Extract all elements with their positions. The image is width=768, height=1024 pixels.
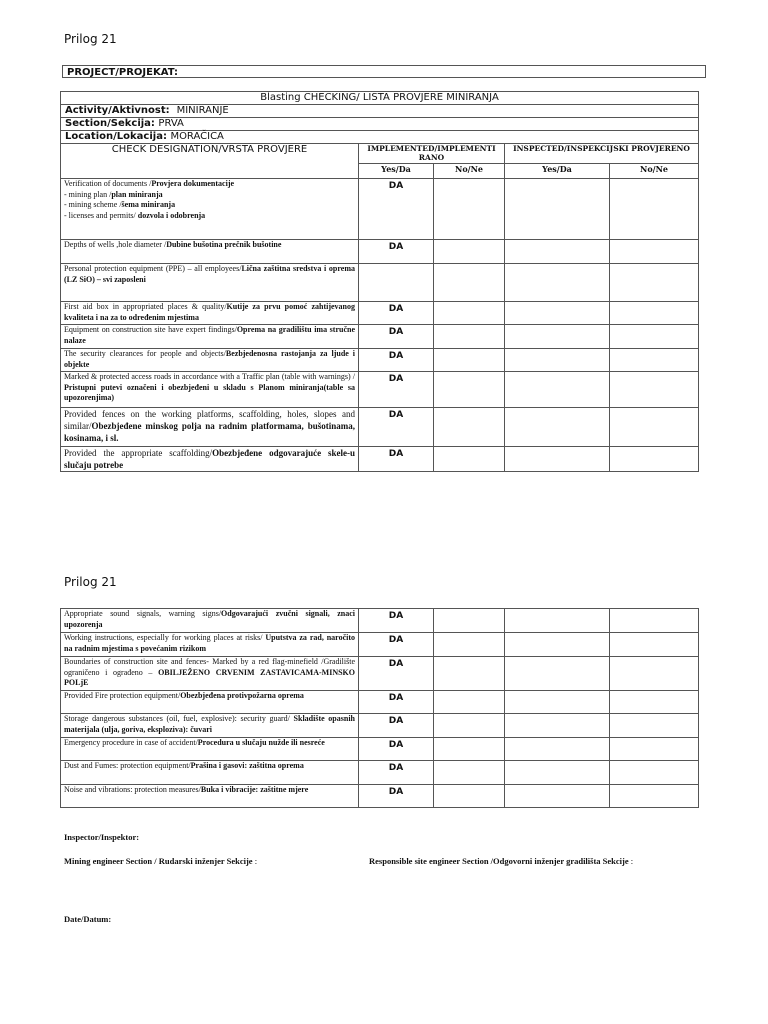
- rows2-row: [61, 738, 699, 761]
- inspected-yes-cell[interactable]: [505, 302, 610, 325]
- implemented-yes-cell[interactable]: DA: [359, 738, 434, 761]
- description-text: Appropriate sound signals, warning signs/: [64, 609, 222, 618]
- section-value: PRVA: [158, 118, 184, 129]
- description-text: Dust and Fumes: protection equipment/: [64, 761, 191, 770]
- check-description: [61, 447, 359, 472]
- inspected-yes-cell[interactable]: [505, 761, 610, 785]
- implemented-no-cell[interactable]: [434, 609, 505, 633]
- check-description: [61, 657, 359, 691]
- inspected-yes-cell[interactable]: [505, 609, 610, 633]
- inspected-no-cell[interactable]: [610, 240, 699, 264]
- activity-row: [61, 105, 699, 118]
- inspected-yes-cell[interactable]: [505, 785, 610, 808]
- check-description: [61, 349, 359, 372]
- inspected-no-cell[interactable]: [610, 447, 699, 472]
- location-row: [61, 131, 699, 144]
- inspected-no-cell[interactable]: [610, 714, 699, 738]
- implemented-no-cell[interactable]: [434, 447, 505, 472]
- implemented-no-cell[interactable]: [434, 179, 505, 240]
- description-text: Noise and vibrations: protection measures/: [64, 785, 201, 794]
- description-text: Equipment on construction site have expert findings/: [64, 325, 237, 334]
- description-text: Verification of documents /: [64, 179, 152, 188]
- description-bold: Buka i vibracije: zaštitne mjere: [200, 785, 309, 794]
- description-text: Emergency procedure in case of accident/: [64, 738, 198, 747]
- check-description: [61, 264, 359, 302]
- implemented-yes-cell[interactable]: DA: [359, 349, 434, 372]
- description-text: Depths of wells ,hole diameter /: [64, 240, 167, 249]
- implemented-no-cell[interactable]: [434, 785, 505, 808]
- inspected-yes-cell[interactable]: [505, 179, 610, 240]
- inspected-yes-cell[interactable]: [505, 691, 610, 714]
- inspected-yes-cell[interactable]: [505, 408, 610, 447]
- rows2-row: [61, 633, 699, 657]
- description-bold: Lična zaštitna sredstva i oprema (LZ SiO) – svi zaposleni: [64, 264, 356, 284]
- inspected-no-cell[interactable]: [610, 349, 699, 372]
- implemented-yes-cell[interactable]: DA: [359, 302, 434, 325]
- description-bold: Dubine bušotina prečnik bušotine: [166, 240, 282, 249]
- check-description: [61, 302, 359, 325]
- check-description: [61, 738, 359, 761]
- description-text: First aid box in appropriated places & quality/: [64, 302, 227, 311]
- implemented-no-cell[interactable]: [434, 349, 505, 372]
- implemented-yes-cell[interactable]: DA: [359, 657, 434, 691]
- mining-engineer-label: Mining engineer Section / Rudarski inženjer Sekcije :: [64, 856, 258, 866]
- implemented-yes-cell[interactable]: DA: [359, 408, 434, 447]
- col-impl-yes: Yes/Da: [359, 164, 434, 179]
- implemented-no-cell[interactable]: [434, 657, 505, 691]
- section-row: [61, 118, 699, 131]
- prilog-label: Prilog 21: [64, 32, 117, 46]
- description-bold: Uputstva za rad, naročito na radnim mjestima s povećanim rizikom: [64, 633, 356, 653]
- description-text: Provided the appropriate scaffolding/: [64, 448, 213, 458]
- rows1-row: [61, 264, 699, 302]
- blasting-check-table-2: [60, 608, 699, 808]
- project-field: PROJECT/PROJEKAT:: [62, 65, 706, 78]
- description-bold: OBILJEŽENO CRVENIM ZASTAVICAMA-MINSKO POLjE: [64, 667, 355, 687]
- implemented-yes-cell[interactable]: DA: [359, 761, 434, 785]
- check-description: [61, 691, 359, 714]
- inspected-no-cell[interactable]: [610, 657, 699, 691]
- description-subitem-bold: dozvola i odobrenja: [137, 210, 206, 220]
- description-bold: Pristupni putevi označeni i obezbjeđeni u skladu s Planom miniranja(table sa upozorenjima): [64, 382, 355, 402]
- description-bold: Kutije za prvu pomoć zahtijevanog kvaliteta i na za to određenim mjestima: [64, 302, 355, 322]
- implemented-yes-cell[interactable]: DA: [359, 714, 434, 738]
- inspected-yes-cell[interactable]: [505, 240, 610, 264]
- implemented-no-cell[interactable]: [434, 325, 505, 349]
- check-description: [61, 761, 359, 785]
- implemented-no-cell[interactable]: [434, 738, 505, 761]
- description-text: Working instructions, especially for working places at risks/: [64, 633, 266, 642]
- rows1-row: [61, 302, 699, 325]
- check-description: [61, 714, 359, 738]
- description-subitem: - licenses and permits/: [64, 210, 138, 220]
- inspected-no-cell[interactable]: [610, 633, 699, 657]
- inspected-yes-cell[interactable]: [505, 633, 610, 657]
- check-description: [61, 240, 359, 264]
- inspected-yes-cell[interactable]: [505, 447, 610, 472]
- inspected-no-cell[interactable]: [610, 179, 699, 240]
- implemented-yes-cell[interactable]: DA: [359, 785, 434, 808]
- implemented-yes-cell[interactable]: DA: [359, 179, 434, 240]
- description-subitem: - mining scheme /: [64, 200, 122, 209]
- description-text: Personal protection equipment (PPE) – all employees/: [64, 264, 242, 273]
- inspector-label: Inspector/Inspektor:: [64, 832, 140, 842]
- implemented-no-cell[interactable]: [434, 714, 505, 738]
- implemented-no-cell[interactable]: [434, 372, 505, 408]
- check-description: [61, 609, 359, 633]
- inspected-yes-cell[interactable]: [505, 349, 610, 372]
- col-impl-no: No/Ne: [434, 164, 505, 179]
- implemented-yes-cell[interactable]: DA: [359, 609, 434, 633]
- rows1-row: [61, 240, 699, 264]
- col-inspected: INSPECTED/INSPEKCIJSKI PROVJERENO: [505, 144, 699, 164]
- description-text: Storage dangerous substances (oil, fuel, explosive): security guard/: [64, 714, 294, 723]
- activity-value: MINIRANJE: [176, 105, 229, 116]
- inspected-no-cell[interactable]: [610, 785, 699, 808]
- description-subitem: - mining plan /: [64, 189, 112, 199]
- description-bold: Obezbjeđene minskog polja na radnim platformama, bušotinama, kosinama, i sl.: [64, 421, 355, 443]
- description-bold: Procedura u slučaju nužde ili nesreće: [197, 738, 325, 747]
- implemented-no-cell[interactable]: [434, 240, 505, 264]
- inspected-no-cell[interactable]: [610, 264, 699, 302]
- inspected-yes-cell[interactable]: [505, 264, 610, 302]
- description-text: Provided Fire protection equipment/: [64, 691, 181, 700]
- implemented-yes-cell[interactable]: DA: [359, 325, 434, 349]
- description-subitem-bold: šema miniranja: [121, 200, 176, 209]
- rows1-row: [61, 349, 699, 372]
- rows1-row: [61, 179, 699, 240]
- check-description: [61, 325, 359, 349]
- implemented-yes-cell[interactable]: DA: [359, 691, 434, 714]
- prilog-label-2: Prilog 21: [64, 575, 117, 589]
- implemented-yes-cell[interactable]: DA: [359, 447, 434, 472]
- blasting-check-table: [60, 91, 699, 472]
- description-bold: Bezbjedenosna rastojanja za ljude i objekte: [64, 349, 356, 369]
- description-text: Provided fences on the working platforms, scaffolding, holes, slopes and similar/: [64, 409, 355, 431]
- inspected-no-cell[interactable]: [610, 691, 699, 714]
- location-value: MORAČICA: [170, 131, 224, 142]
- col-check-designation: CHECK DESIGNATION/VRSTA PROVJERE: [61, 144, 359, 179]
- date-label: Date/Datum:: [64, 914, 112, 924]
- implemented-no-cell[interactable]: [434, 691, 505, 714]
- implemented-no-cell[interactable]: [434, 302, 505, 325]
- inspected-no-cell[interactable]: [610, 325, 699, 349]
- col-implemented: IMPLEMENTED/IMPLEMENTI RANO: [359, 144, 505, 164]
- col-insp-no: No/Ne: [610, 164, 699, 179]
- description-text: Boundaries of construction site and fences- Marked by a red flag-minefield /Gradilište ograničeno i ograđeno –: [64, 657, 355, 677]
- rows1-row: [61, 447, 699, 472]
- inspected-yes-cell[interactable]: [505, 738, 610, 761]
- description-bold: Odgovarajući zvučni signali, znaci upozorenja: [64, 609, 356, 629]
- rows2-row: [61, 657, 699, 691]
- check-description: [61, 179, 359, 240]
- rows2-row: [61, 785, 699, 808]
- rows1-row: [61, 408, 699, 447]
- inspected-no-cell[interactable]: [610, 408, 699, 447]
- section-label: Section/Sekcija:: [65, 118, 155, 129]
- description-text: Marked & protected access roads in accordance with a Traffic plan (table with warnings) /: [64, 372, 355, 381]
- implemented-yes-cell[interactable]: [359, 264, 434, 302]
- responsible-engineer-label: Responsible site engineer Section /Odgovorni inženjer gradilišta Sekcije :: [369, 856, 634, 866]
- check-description: [61, 785, 359, 808]
- description-bold: Obezbjeđena protivpožarna oprema: [180, 691, 304, 700]
- inspected-no-cell[interactable]: [610, 372, 699, 408]
- rows1-row: [61, 325, 699, 349]
- inspected-yes-cell[interactable]: [505, 714, 610, 738]
- inspected-no-cell[interactable]: [610, 302, 699, 325]
- inspected-yes-cell[interactable]: [505, 325, 610, 349]
- implemented-yes-cell[interactable]: DA: [359, 633, 434, 657]
- activity-label: Activity/Aktivnost:: [65, 105, 170, 116]
- description-bold: Prašina i gasovi: zaštitna oprema: [190, 761, 304, 770]
- description-bold: Oprema na gradilištu ima stručne nalaze: [64, 325, 356, 345]
- implemented-no-cell[interactable]: [434, 761, 505, 785]
- description-text: The security clearances for people and objects/: [64, 349, 226, 358]
- inspected-no-cell[interactable]: [610, 738, 699, 761]
- implemented-no-cell[interactable]: [434, 408, 505, 447]
- description-bold: Provjera dokumentacije: [151, 179, 235, 188]
- inspected-yes-cell[interactable]: [505, 657, 610, 691]
- implemented-yes-cell[interactable]: DA: [359, 240, 434, 264]
- implemented-yes-cell[interactable]: DA: [359, 372, 434, 408]
- implemented-no-cell[interactable]: [434, 264, 505, 302]
- inspected-no-cell[interactable]: [610, 761, 699, 785]
- rows2-row: [61, 761, 699, 785]
- description-bold: Obezbjeđene odgovarajuće skele-u slučaju potrebe: [64, 448, 356, 470]
- description-subitem-bold: plan miniranja: [111, 189, 163, 199]
- table-title: Blasting CHECKING/ LISTA PROVJERE MINIRANJA: [61, 92, 699, 105]
- rows2-row: [61, 609, 699, 633]
- inspected-yes-cell[interactable]: [505, 372, 610, 408]
- rows1-row: [61, 372, 699, 408]
- inspected-no-cell[interactable]: [610, 609, 699, 633]
- check-description: [61, 408, 359, 447]
- col-insp-yes: Yes/Da: [505, 164, 610, 179]
- implemented-no-cell[interactable]: [434, 633, 505, 657]
- rows2-row: [61, 691, 699, 714]
- check-description: [61, 633, 359, 657]
- check-description: [61, 372, 359, 408]
- description-bold: Skladište opasnih materijala (ulja, goriva, eksploziva): čuvari: [64, 714, 355, 734]
- rows2-row: [61, 714, 699, 738]
- location-label: Location/Lokacija:: [65, 131, 167, 142]
